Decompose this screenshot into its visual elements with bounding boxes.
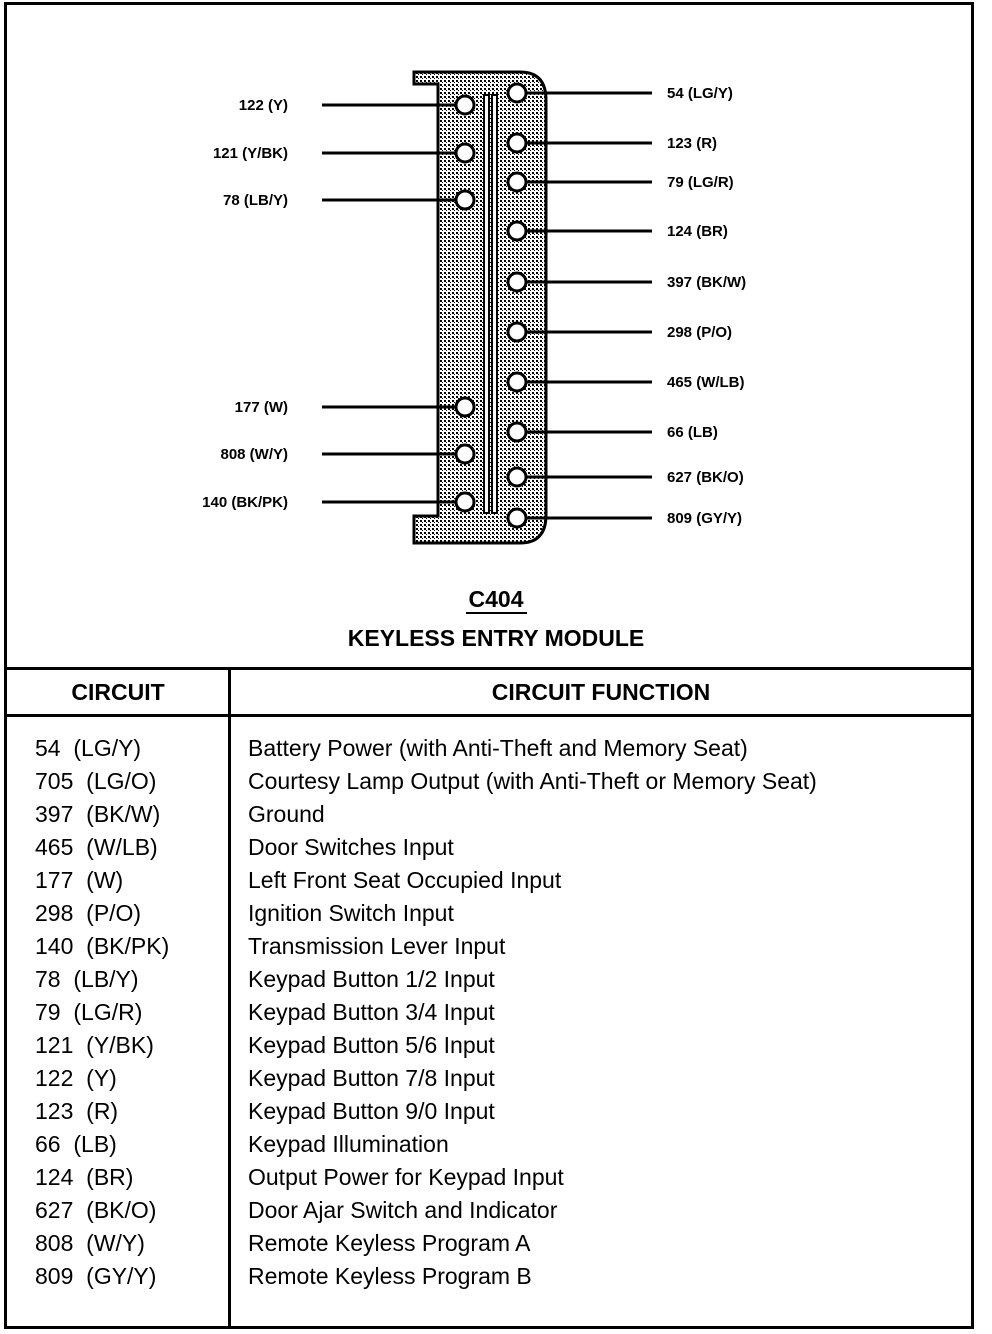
function-cell: Door Ajar Switch and Indicator	[248, 1197, 558, 1223]
left-pin-terminal	[456, 493, 474, 511]
right-pin-label: 465 (W/LB)	[667, 374, 745, 391]
circuit-cell: 121 (Y/BK)	[35, 1032, 154, 1058]
left-pin-label: 177 (W)	[234, 399, 288, 416]
table-row	[7, 831, 972, 864]
right-pin-terminal	[508, 423, 526, 441]
function-cell: Courtesy Lamp Output (with Anti-Theft or Memory Seat)	[248, 768, 817, 794]
table-row	[7, 930, 972, 963]
right-pin-label: 809 (GY/Y)	[667, 510, 743, 527]
left-pin-label: 78 (LB/Y)	[222, 192, 288, 209]
function-cell: Keypad Illumination	[248, 1131, 449, 1157]
circuit-cell: 79 (LG/R)	[35, 999, 143, 1025]
right-pin-label: 124 (BR)	[667, 223, 728, 240]
table-row	[7, 1062, 972, 1095]
left-pin-group	[202, 96, 474, 511]
function-cell: Battery Power (with Anti-Theft and Memory Seat)	[248, 735, 748, 761]
circuit-cell: 140 (BK/PK)	[35, 933, 170, 959]
left-pin-label: 122 (Y)	[238, 97, 288, 114]
function-cell: Ignition Switch Input	[248, 900, 454, 926]
function-cell: Keypad Button 9/0 Input	[248, 1098, 495, 1124]
function-cell: Output Power for Keypad Input	[248, 1164, 564, 1190]
header-circuit: CIRCUIT	[71, 679, 165, 705]
table-row	[7, 1029, 972, 1062]
function-cell: Keypad Button 3/4 Input	[248, 999, 495, 1025]
left-pin-terminal	[456, 191, 474, 209]
function-cell: Keypad Button 1/2 Input	[248, 966, 495, 992]
right-pin-terminal	[508, 468, 526, 486]
table-row	[7, 1227, 972, 1260]
connector-divider-right	[492, 95, 497, 513]
right-pin-label: 123 (R)	[667, 135, 718, 152]
table-row	[7, 1194, 972, 1227]
circuit-cell: 809 (GY/Y)	[35, 1263, 157, 1289]
right-pin-terminal	[508, 134, 526, 152]
connector-diagram	[0, 0, 992, 665]
right-pin-terminal	[508, 509, 526, 527]
left-pin-label: 808 (W/Y)	[220, 446, 288, 463]
table-row	[7, 765, 972, 798]
table-row	[7, 963, 972, 996]
right-pin-terminal	[508, 323, 526, 341]
right-pin-label: 66 (LB)	[667, 424, 718, 441]
function-cell: Remote Keyless Program A	[248, 1230, 531, 1256]
right-pin-label: 79 (LG/R)	[667, 174, 734, 191]
function-cell: Transmission Lever Input	[248, 933, 506, 959]
right-pin-terminal	[508, 273, 526, 291]
circuit-cell: 705 (LG/O)	[35, 768, 157, 794]
right-pin-label: 627 (BK/O)	[667, 469, 744, 486]
circuit-cell: 808 (W/Y)	[35, 1230, 145, 1256]
left-pin-label: 140 (BK/PK)	[202, 494, 288, 511]
right-pin-label: 397 (BK/W)	[667, 274, 747, 291]
table-row	[7, 732, 972, 765]
left-pin-terminal	[456, 398, 474, 416]
circuit-cell: 465 (W/LB)	[35, 834, 158, 860]
function-cell: Remote Keyless Program B	[248, 1263, 532, 1289]
right-pin-terminal	[508, 173, 526, 191]
circuit-cell: 66 (LB)	[35, 1131, 117, 1157]
function-cell: Left Front Seat Occupied Input	[248, 867, 562, 893]
circuit-cell: 124 (BR)	[35, 1164, 134, 1190]
circuit-cell: 627 (BK/O)	[35, 1197, 157, 1223]
table-header	[7, 667, 974, 717]
function-cell: Ground	[248, 801, 325, 827]
table-row	[7, 1161, 972, 1194]
right-pin-terminal	[508, 222, 526, 240]
left-pin-terminal	[456, 96, 474, 114]
header-circuit-function: CIRCUIT FUNCTION	[491, 679, 711, 705]
circuit-table-body	[7, 732, 972, 1293]
right-pin-terminal	[508, 373, 526, 391]
table-row	[7, 1095, 972, 1128]
function-cell: Keypad Button 7/8 Input	[248, 1065, 495, 1091]
table-row	[7, 897, 972, 930]
right-pin-terminal	[508, 84, 526, 102]
function-cell: Door Switches Input	[248, 834, 454, 860]
left-pin-label: 121 (Y/BK)	[212, 145, 288, 162]
circuit-cell: 123 (R)	[35, 1098, 119, 1124]
circuit-cell: 78 (LB/Y)	[35, 966, 139, 992]
left-pin-terminal	[456, 144, 474, 162]
connector-divider-left	[484, 95, 489, 513]
circuit-cell: 54 (LG/Y)	[35, 735, 142, 761]
left-pin-terminal	[456, 445, 474, 463]
right-pin-label: 54 (LG/Y)	[667, 85, 733, 102]
circuit-cell: 122 (Y)	[35, 1065, 117, 1091]
circuit-cell: 397 (BK/W)	[35, 801, 161, 827]
circuit-cell: 177 (W)	[35, 867, 124, 893]
table-row	[7, 864, 972, 897]
table-row	[7, 1260, 972, 1293]
module-name: KEYLESS ENTRY MODULE	[347, 625, 645, 651]
connector-id: C404	[468, 586, 524, 612]
table-row	[7, 798, 972, 831]
table-row	[7, 1128, 972, 1161]
function-cell: Keypad Button 5/6 Input	[248, 1032, 495, 1058]
table-row	[7, 996, 972, 1029]
circuit-cell: 298 (P/O)	[35, 900, 142, 926]
right-pin-label: 298 (P/O)	[667, 324, 733, 341]
